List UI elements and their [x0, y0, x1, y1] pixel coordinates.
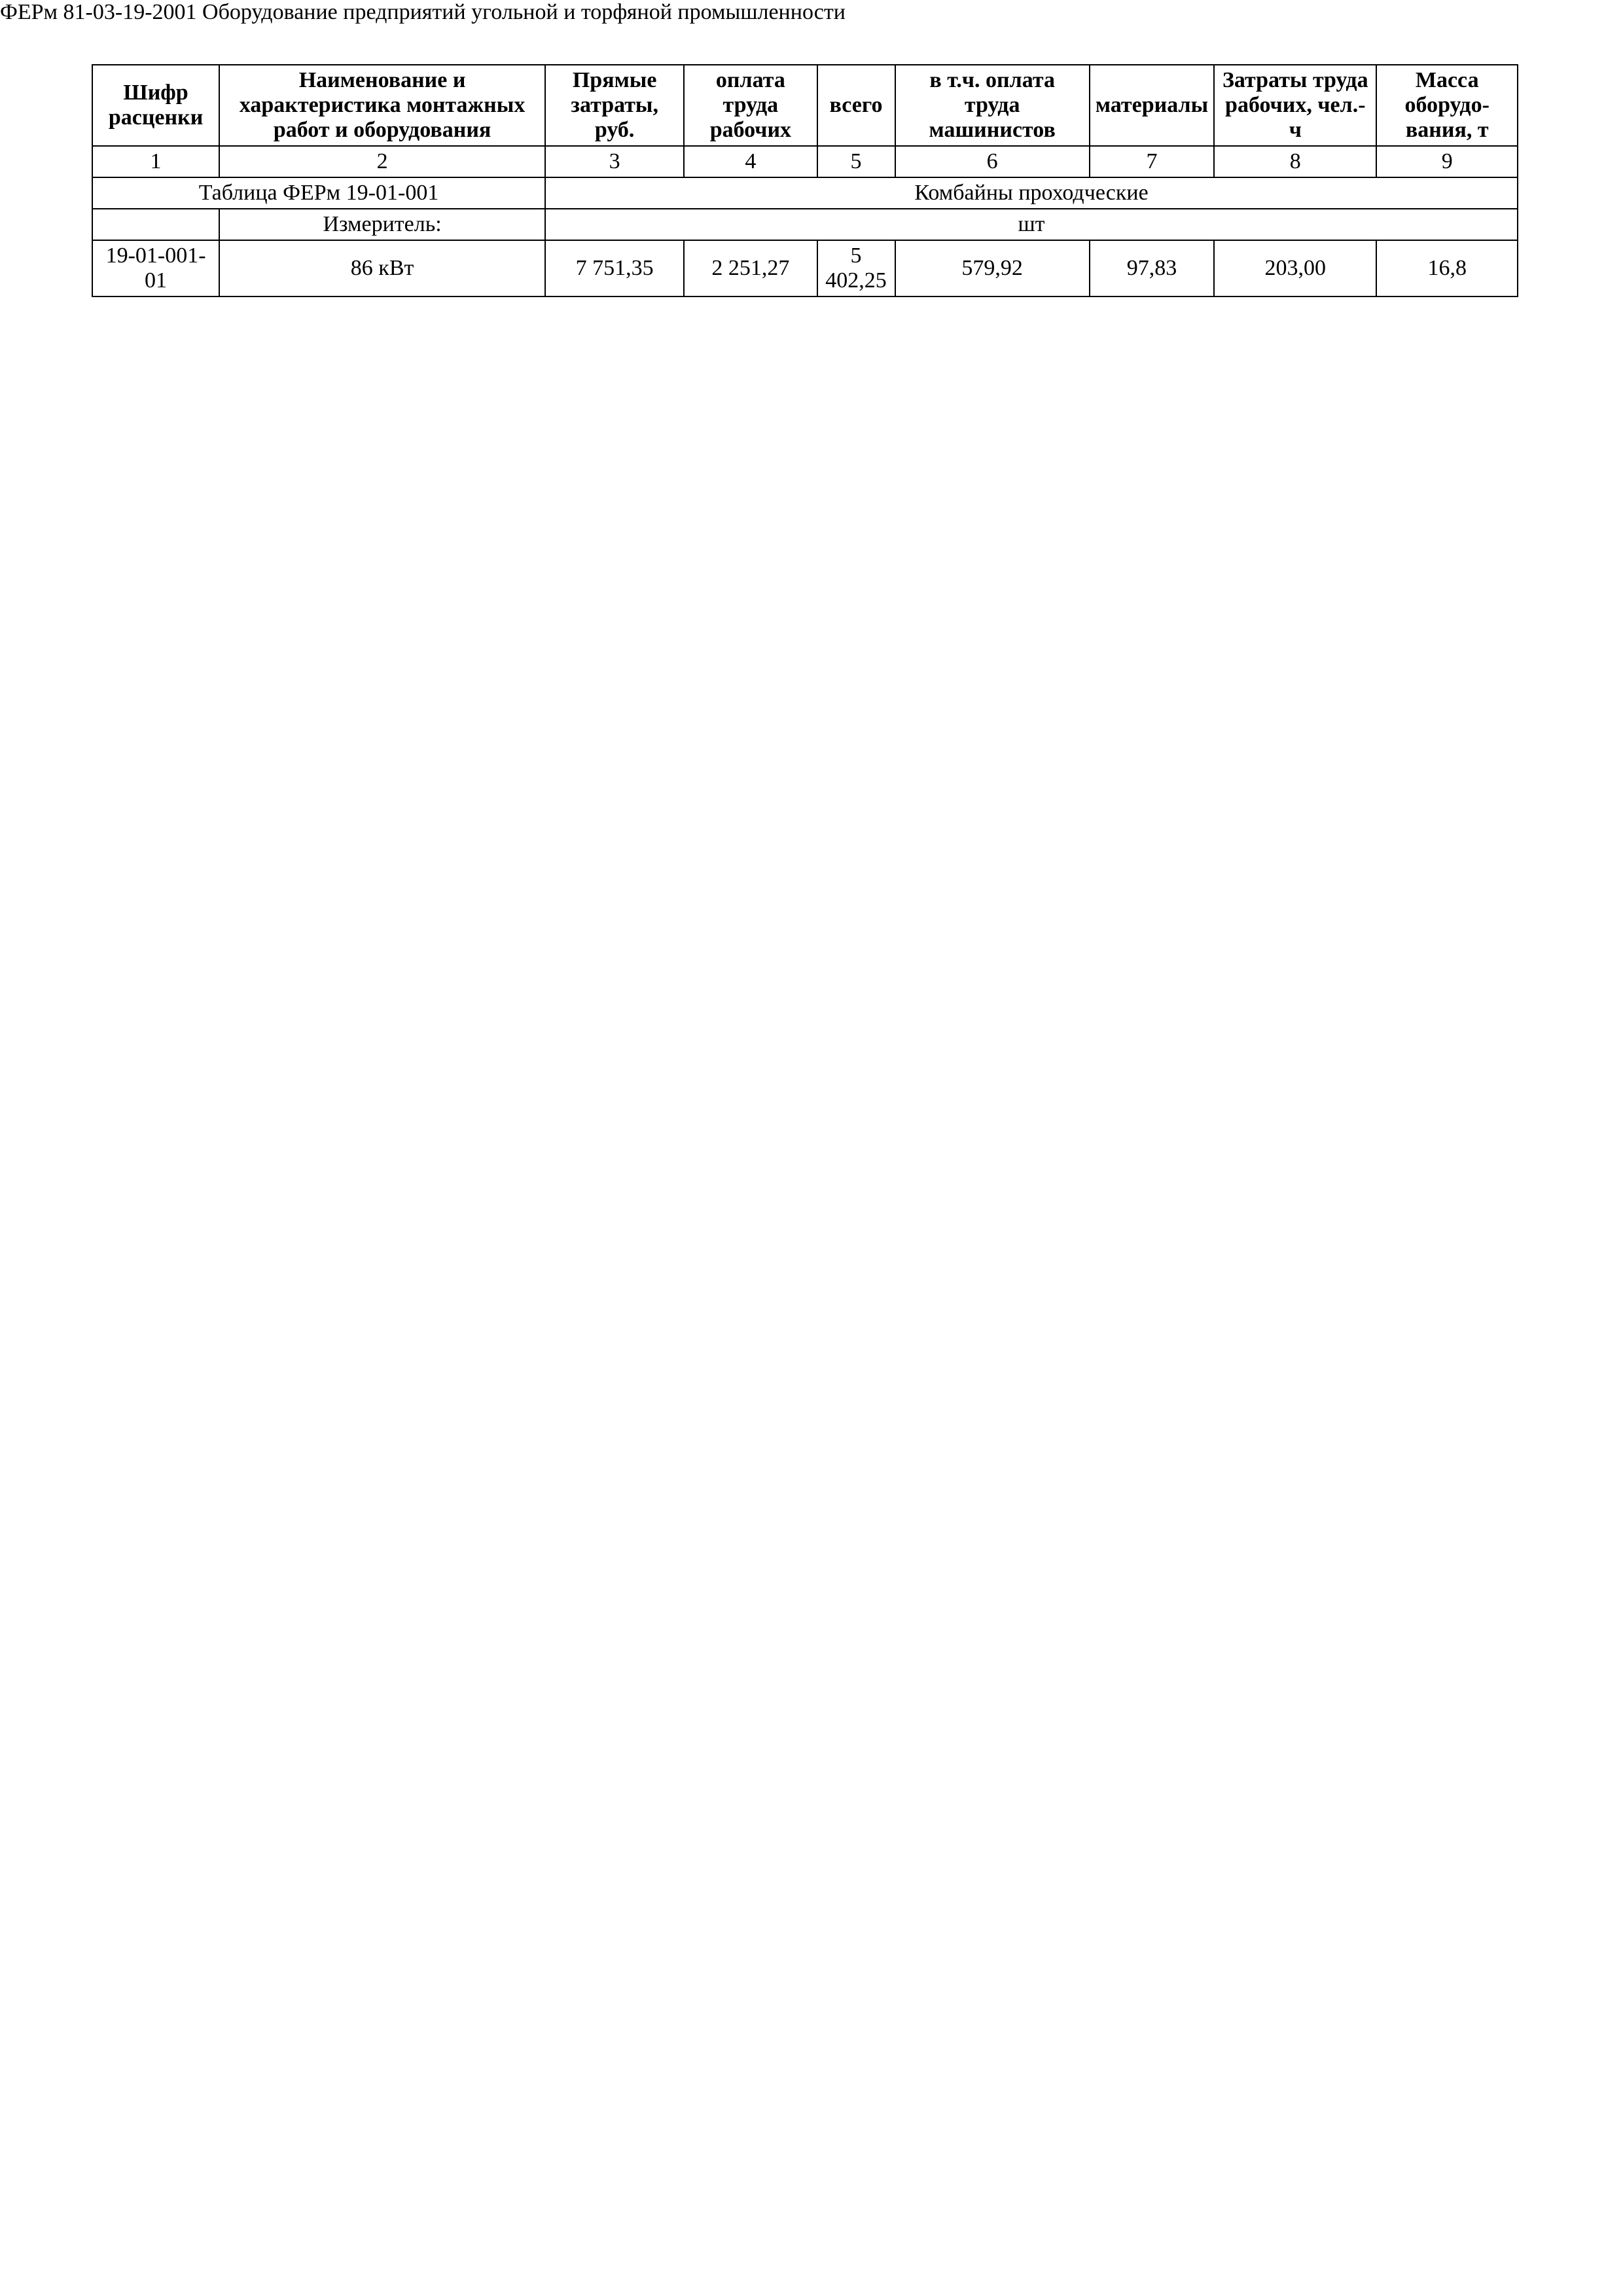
header-mass: Масса оборудо-вания, т: [1376, 65, 1518, 146]
row-mass: 16,8: [1376, 240, 1518, 296]
running-header: ФЕРм 81-03-19-2001 Оборудование предприятий угольной и торфяной промышленности: [0, 0, 846, 24]
measurer-label: Измеритель:: [219, 209, 545, 240]
header-machines-total: всего: [817, 65, 895, 146]
column-number-row: [92, 146, 1518, 177]
header-labor-hours: Затраты труда рабочих, чел.-ч: [1214, 65, 1376, 146]
col-number: 4: [684, 146, 817, 177]
header-code: Шифр расценки: [92, 65, 219, 146]
col-number: 1: [92, 146, 219, 177]
col-number: 7: [1090, 146, 1214, 177]
table-title-row: [92, 177, 1518, 209]
row-operators: 579,92: [895, 240, 1090, 296]
table-name: Комбайны проходческие: [545, 177, 1518, 209]
table-row: [92, 240, 1518, 296]
col-number: 9: [1376, 146, 1518, 177]
measurer-row: [92, 209, 1518, 240]
row-materials: 97,83: [1090, 240, 1214, 296]
col-number: 6: [895, 146, 1090, 177]
row-labor-hours: 203,00: [1214, 240, 1376, 296]
row-machines-total: 5 402,25: [817, 240, 895, 296]
col-number: 5: [817, 146, 895, 177]
header-materials: материалы: [1090, 65, 1214, 146]
col-number: 2: [219, 146, 545, 177]
row-direct-costs: 7 751,35: [545, 240, 684, 296]
header-direct-costs: Прямые затраты, руб.: [545, 65, 684, 146]
col-number: 3: [545, 146, 684, 177]
header-name: Наименование и характеристика монтажных работ и оборудования: [219, 65, 545, 146]
header-row: [92, 65, 1518, 146]
row-name: 86 кВт: [219, 240, 545, 296]
header-labor: оплата труда рабочих: [684, 65, 817, 146]
measurer-value: шт: [545, 209, 1518, 240]
col-number: 8: [1214, 146, 1376, 177]
row-labor: 2 251,27: [684, 240, 817, 296]
row-code: 19-01-001-01: [92, 240, 219, 296]
header-operators: в т.ч. оплата труда машинистов: [895, 65, 1090, 146]
table-title: Таблица ФЕРм 19-01-001: [92, 177, 545, 209]
rates-table: [92, 64, 1518, 297]
